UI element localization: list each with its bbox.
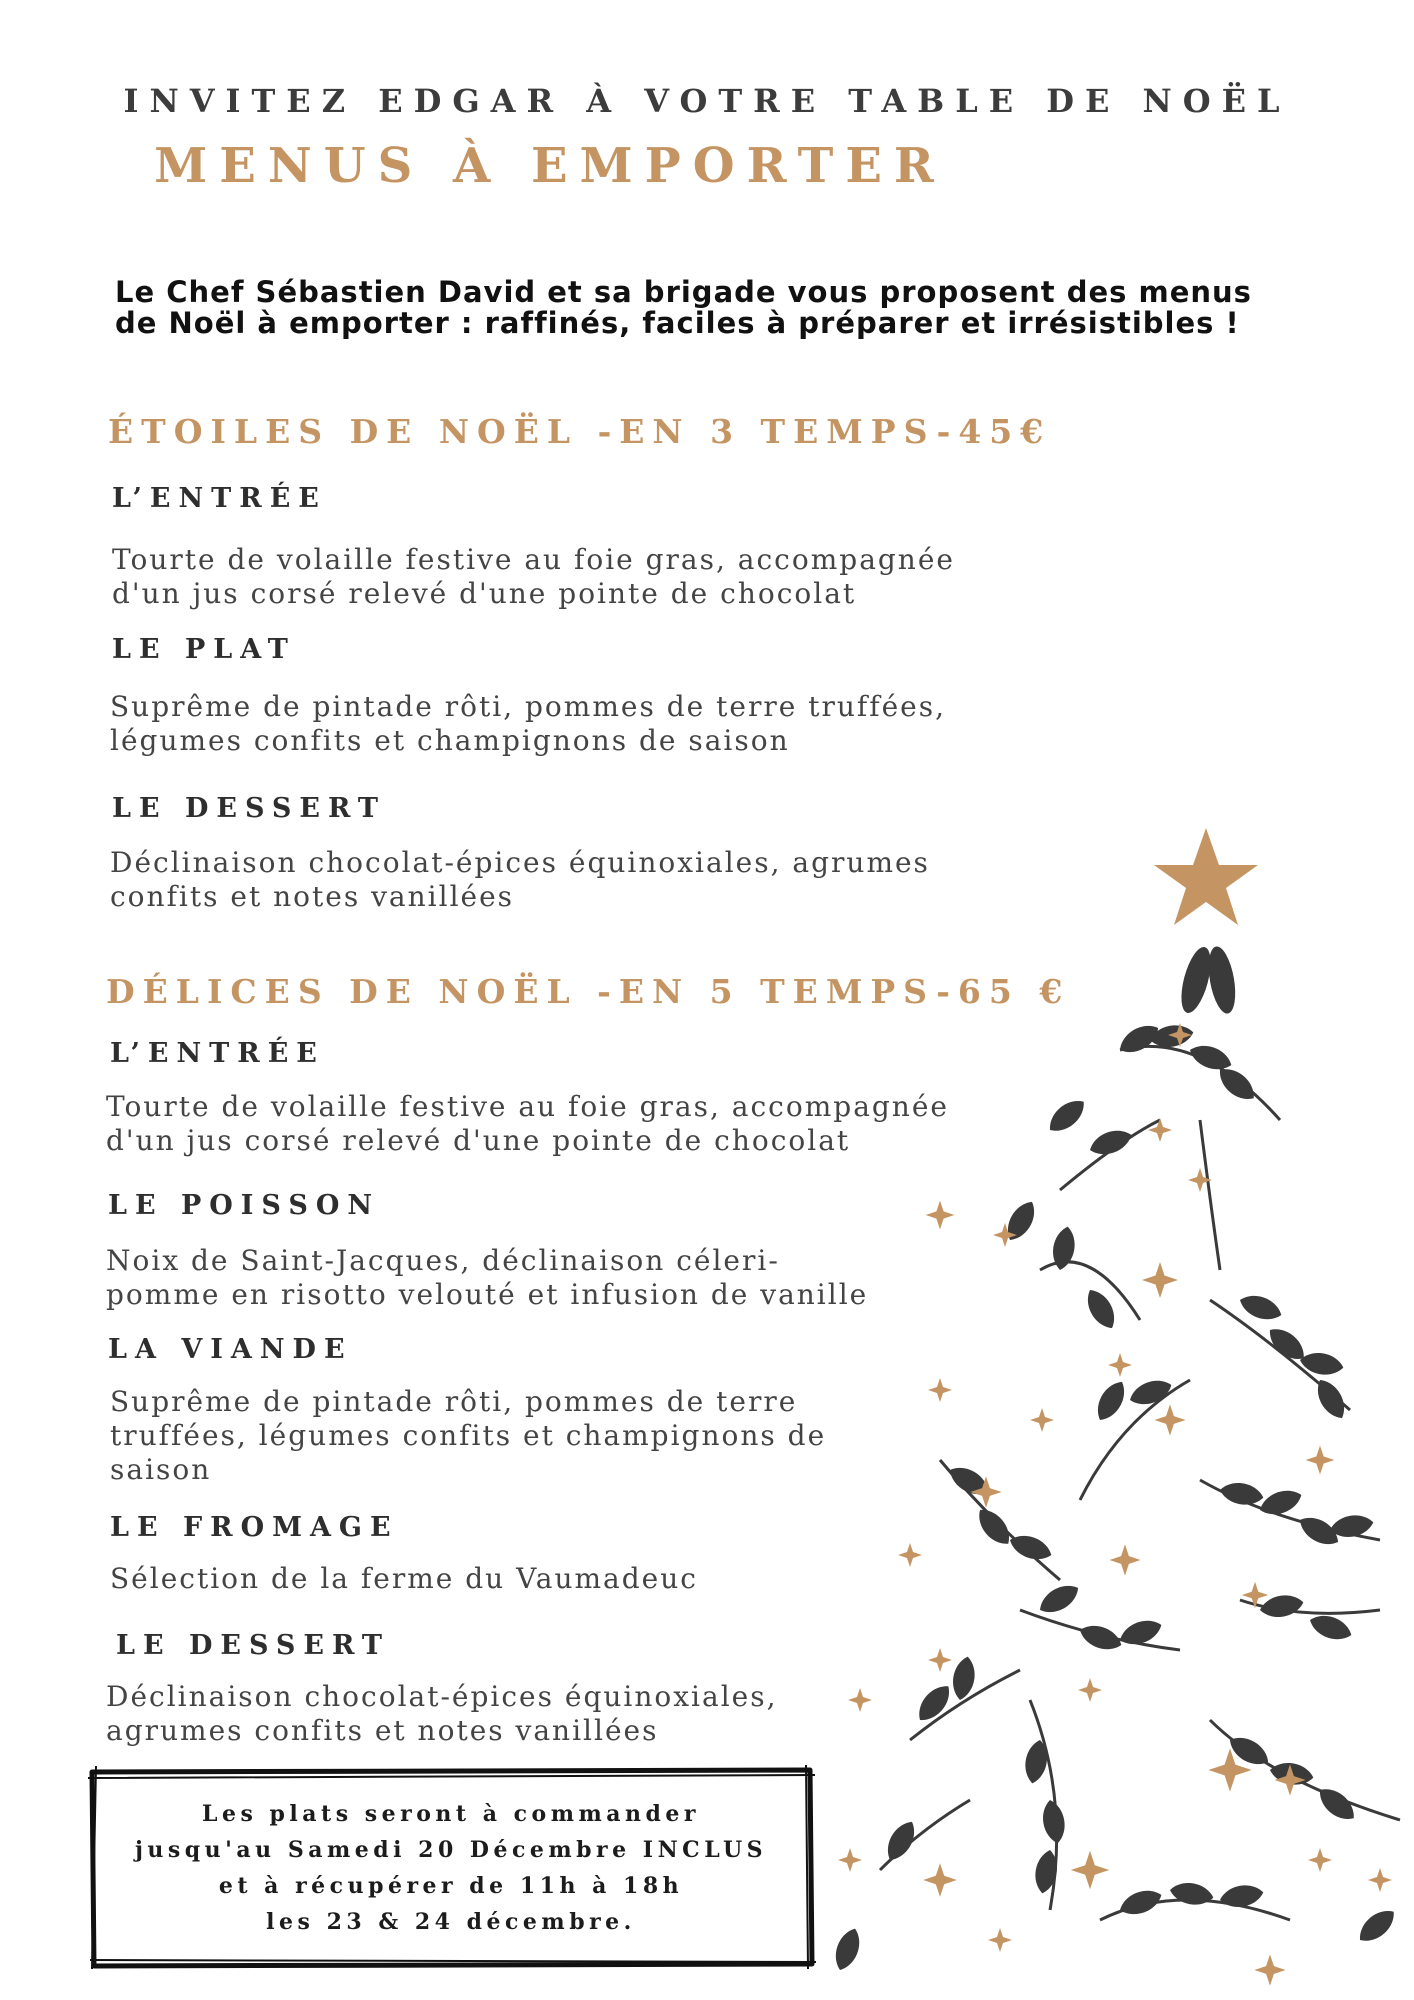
page-kicker: INVITEZ EDGAR À VOTRE TABLE DE NOËL	[123, 82, 1291, 120]
order-notice	[92, 1772, 810, 1958]
menu-title-delices: DÉLICES DE NOËL -EN 5 TEMPS-65 €	[106, 972, 1071, 1011]
intro-line: de Noël à emporter : raffinés, faciles à préparer et irrésistibles !	[115, 306, 1240, 340]
dish-line: d'un jus corsé relevé d'une pointe de chocolat	[112, 577, 857, 610]
dish-line: Tourte de volaille festive au foie gras, accompagnée	[106, 1090, 949, 1123]
course-heading-dessert: LE DESSERT	[112, 793, 386, 824]
notice-line: et à récupérer de 11h à 18h	[218, 1873, 684, 1899]
dish-line: Déclinaison chocolat-épices équinoxiales,	[106, 1680, 778, 1713]
notice-line: les 23 & 24 décembre.	[266, 1909, 636, 1935]
course-heading-viande: LA VIANDE	[108, 1334, 353, 1365]
dish-description	[110, 690, 1070, 758]
dish-line: légumes confits et champignons de saison	[110, 724, 790, 757]
dish-line: agrumes confits et notes vanillées	[106, 1714, 659, 1747]
course-heading-fromage: LE FROMAGE	[110, 1512, 399, 1543]
dish-line: truffées, légumes confits et champignons de	[110, 1419, 827, 1452]
dish-line: Suprême de pintade rôti, pommes de terre	[110, 1385, 798, 1418]
dish-line: Déclinaison chocolat-épices équinoxiales, agrumes	[110, 846, 930, 879]
dish-line: Suprême de pintade rôti, pommes de terre truffées,	[110, 690, 946, 723]
christmas-tree-icon	[820, 820, 1414, 2000]
dish-line: saison	[110, 1453, 212, 1486]
page-title: MENUS À EMPORTER	[154, 138, 946, 194]
dish-line: d'un jus corsé relevé d'une pointe de chocolat	[106, 1124, 851, 1157]
course-heading-dessert: LE DESSERT	[116, 1630, 390, 1661]
intro-text	[115, 277, 1315, 339]
course-heading-poisson: LE POISSON	[108, 1190, 381, 1221]
notice-line: jusqu'au Samedi 20 Décembre INCLUS	[134, 1837, 768, 1863]
dish-line: pomme en risotto velouté et infusion de vanille	[106, 1278, 869, 1311]
dish-line: Noix de Saint-Jacques, déclinaison céleri-	[106, 1244, 780, 1277]
dish-line: Tourte de volaille festive au foie gras, accompagnée	[112, 543, 955, 576]
course-heading-entree: L’ENTRÉE	[112, 483, 327, 514]
notice-line: Les plats seront à commander	[202, 1801, 700, 1827]
course-heading-plat: LE PLAT	[112, 634, 296, 665]
star-icon	[1154, 828, 1258, 925]
dish-description	[112, 543, 1072, 611]
dish-line: confits et notes vanillées	[110, 880, 515, 913]
intro-line: Le Chef Sébastien David et sa brigade vous proposent des menus	[115, 275, 1252, 309]
dish-line: Sélection de la ferme du Vaumadeuc	[110, 1562, 698, 1595]
menu-title-etoiles: ÉTOILES DE NOËL -EN 3 TEMPS-45€	[108, 412, 1052, 451]
course-heading-entree: L’ENTRÉE	[110, 1038, 325, 1069]
